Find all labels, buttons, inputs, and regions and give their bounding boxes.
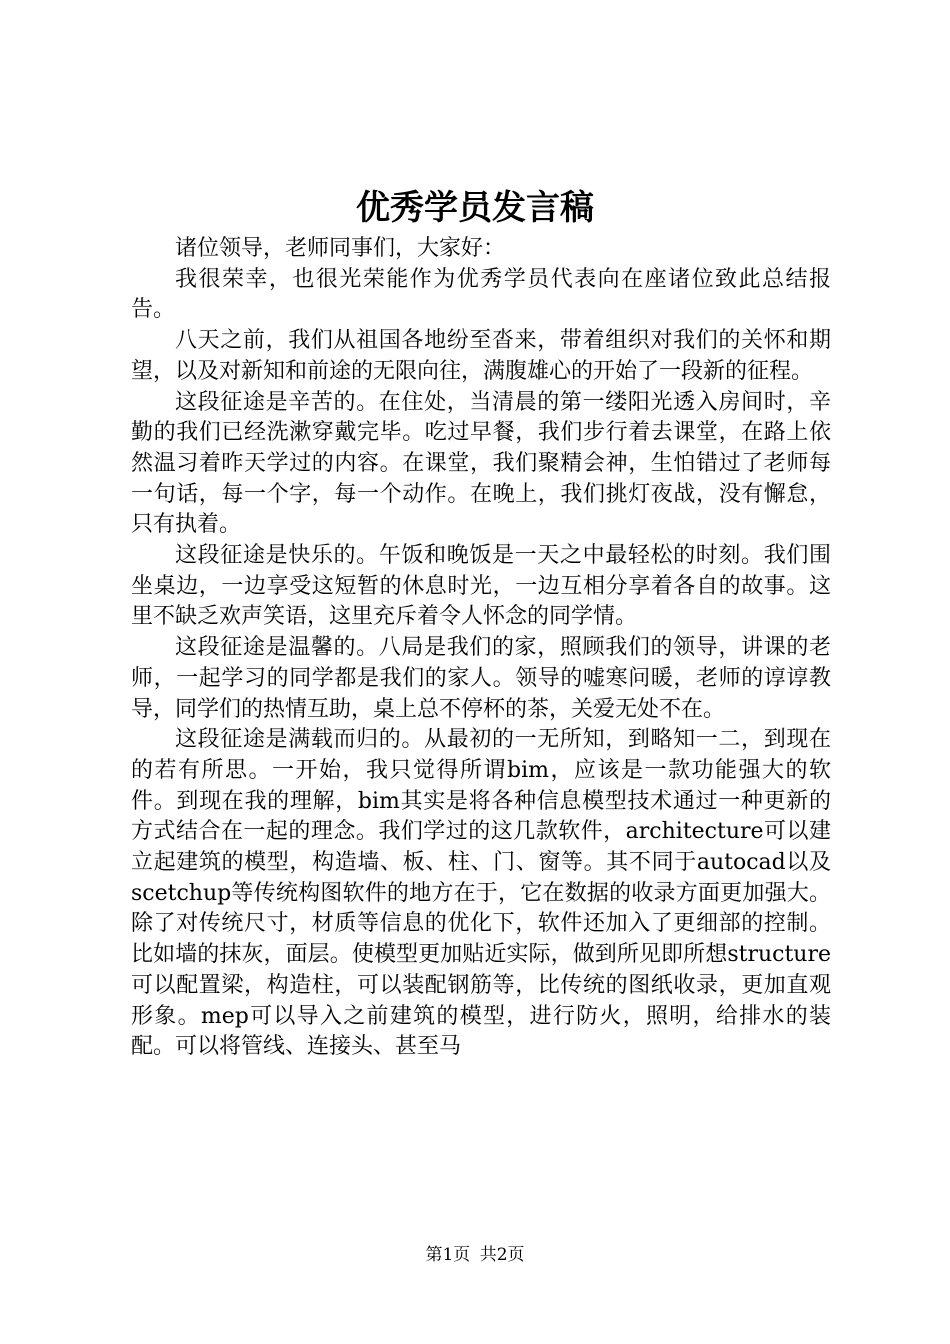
paragraph-intro: 我很荣幸，也很光荣能作为优秀学员代表向在座诸位致此总结报告。 (131, 266, 831, 323)
paragraph-harvest: 这段征途是满载而归的。从最初的一无所知，到略知一二，到现在的若有所思。一开始，我只觉得所谓bim，应该是一款功能强大的软件。到现在我的理解，bim其实是将各种信息模型技术通过一种更新的方式结合在一起的理念。我们学过的这几款软件，architecture可以建立起建筑的模型，构造墙、板、柱、门、窗等。其不同于autocad以及scetchup等传统构图软件的地方在于，它在数据的收录方面更加强大。除了对传统尺寸，材质等信息的优化下，软件还加入了更细部的控制。比如墙的抹灰，面层。使模型更加贴近实际，做到所见即所想structure可以配置梁，构造柱，可以装配钢筋等，比传统的图纸收录，更加直观形象。mep可以导入之前建筑的模型，进行防火，照明，给排水的装配。可以将管线、连接头、甚至马 (131, 727, 831, 1060)
page-title: 优秀学员发言稿 (356, 188, 594, 228)
paragraph-greeting: 诸位领导，老师同事们，大家好： (175, 236, 506, 261)
page-number: 第1页 (425, 1245, 471, 1265)
page-total: 共2页 (479, 1245, 525, 1265)
paragraph-warmth: 这段征途是温馨的。八局是我们的家，照顾我们的领导，讲课的老师，一起学习的同学都是我们的家人。领导的嘘寒问暖，老师的谆谆教导，同学们的热情互助，桌上总不停杯的茶，关爱无处不在。 (131, 635, 831, 722)
document-body (131, 234, 831, 1063)
paragraph-joy: 这段征途是快乐的。午饭和晚饭是一天之中最轻松的时刻。我们围坐桌边，一边享受这短暂的休息时光，一边互相分享着各自的故事。这里不缺乏欢声笑语，这里充斥着令人怀念的同学情。 (131, 543, 831, 630)
paragraph-journey-start: 八天之前，我们从祖国各地纷至沓来，带着组织对我们的关怀和期望，以及对新知和前途的无限向往，满腹雄心的开始了一段新的征程。 (131, 328, 831, 384)
page-footer (0, 1244, 950, 1266)
paragraph-hardship: 这段征途是辛苦的。在住处，当清晨的第一缕阳光透入房间时，辛勤的我们已经洗漱穿戴完毕。吃过早餐，我们步行着去课堂，在路上依然温习着昨天学过的内容。在课堂，我们聚精会神，生怕错过了老师每一句话，每一个字，每一个动作。在晚上，我们挑灯夜战，没有懈怠，只有执着。 (131, 389, 831, 538)
